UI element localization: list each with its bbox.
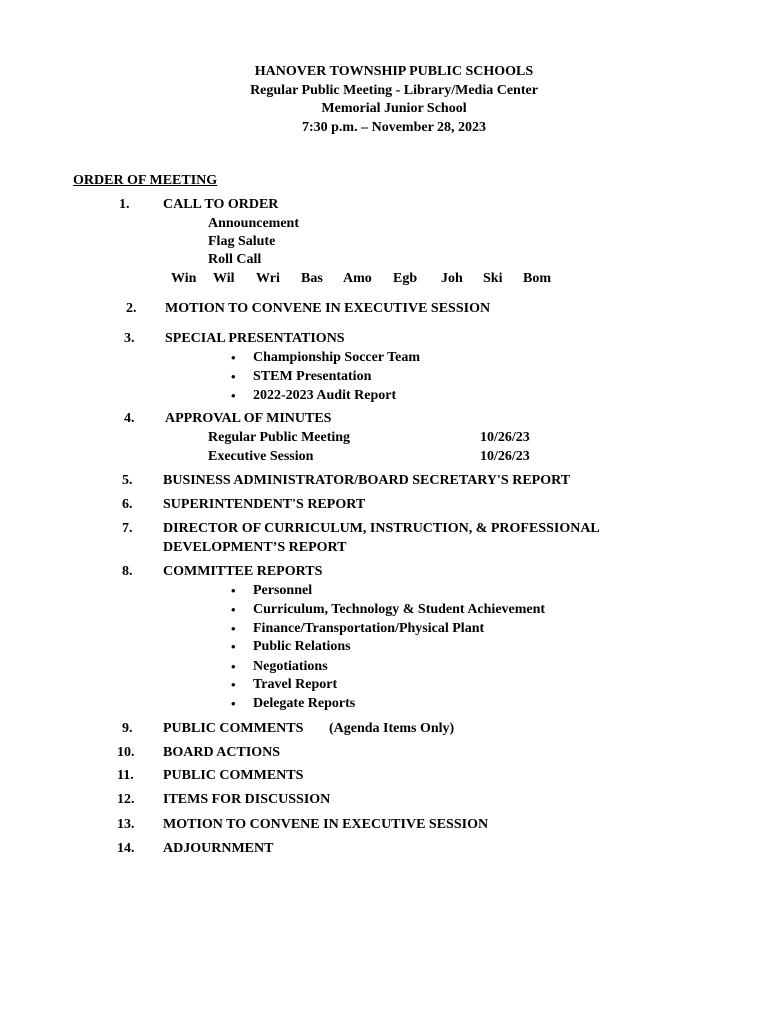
bullet-icon: • (231, 639, 236, 654)
meeting-type: Regular Public Meeting - Library/Media Center (250, 82, 538, 98)
minutes-date: 10/26/23 (480, 430, 530, 445)
presentation-item: • 2022-2023 Audit Report (231, 388, 397, 403)
item-title-director-report: DIRECTOR OF CURRICULUM, INSTRUCTION, & PROFESSIONAL (163, 521, 600, 536)
committee-item: • Travel Report (231, 677, 338, 692)
item-number: 4. (124, 411, 135, 426)
item-number: 7. (122, 521, 133, 536)
item-number: 11. (117, 768, 134, 783)
roll-name: Bas (301, 271, 323, 286)
bullet-icon: • (231, 621, 236, 636)
order-of-meeting-heading: ORDER OF MEETING (73, 173, 218, 188)
item-number: 2. (126, 301, 137, 316)
item-note-agenda-only: (Agenda Items Only) (329, 721, 455, 736)
item-number: 3. (124, 331, 135, 346)
bullet-icon: • (231, 583, 236, 598)
item-number: 5. (122, 473, 133, 488)
item-title-committee-reports: COMMITTEE REPORTS (163, 564, 323, 579)
item-title-board-actions: BOARD ACTIONS (163, 745, 281, 760)
item-number: 9. (122, 721, 133, 736)
committee-item: • Personnel (231, 583, 313, 598)
item-number: 10. (117, 745, 135, 760)
roll-name: Win (171, 271, 197, 286)
minutes-label: Executive Session (208, 449, 314, 464)
item-title-superintendent-report: SUPERINTENDENT'S REPORT (163, 497, 366, 512)
sub-item-flag-salute: Flag Salute (208, 234, 276, 249)
item-title-call-to-order: CALL TO ORDER (163, 197, 279, 212)
meeting-location: Memorial Junior School (321, 101, 467, 116)
minutes-label: Regular Public Meeting (208, 430, 351, 445)
roll-name: Ski (483, 271, 503, 286)
roll-name: Amo (343, 271, 372, 286)
bullet-icon: • (231, 602, 236, 617)
item-title-approval-of-minutes: APPROVAL OF MINUTES (165, 411, 332, 426)
item-title-business-admin-report: BUSINESS ADMINISTRATOR/BOARD SECRETARY'S REPORT (163, 473, 571, 488)
committee-item: • Curriculum, Technology & Student Achievement (231, 602, 546, 617)
bullet-icon: • (231, 369, 236, 384)
item-title-special-presentations: SPECIAL PRESENTATIONS (165, 331, 345, 346)
document-header (0, 63, 770, 137)
committee-item: • Negotiations (231, 659, 328, 674)
committee-item: • Finance/Transportation/Physical Plant (231, 621, 485, 636)
presentation-item: • Championship Soccer Team (231, 350, 420, 365)
minutes-date: 10/26/23 (480, 449, 530, 464)
presentation-item: • STEM Presentation (231, 369, 372, 384)
item-title-executive-session-2: MOTION TO CONVENE IN EXECUTIVE SESSION (163, 817, 489, 832)
item-title-public-comments-agenda: PUBLIC COMMENTS (163, 721, 304, 736)
item-number: 8. (122, 564, 133, 579)
item-title-adjournment: ADJOURNMENT (163, 841, 274, 856)
item-title-executive-session: MOTION TO CONVENE IN EXECUTIVE SESSION (165, 301, 491, 316)
sub-item-announcement: Announcement (208, 216, 300, 231)
meeting-datetime: 7:30 p.m. – November 28, 2023 (301, 119, 487, 135)
committee-item: • Delegate Reports (231, 696, 356, 711)
item-title-director-report-cont: DEVELOPMENT’S REPORT (163, 540, 347, 555)
committee-item: • Public Relations (231, 639, 351, 654)
bullet-icon: • (231, 696, 236, 711)
district-name: HANOVER TOWNSHIP PUBLIC SCHOOLS (254, 64, 534, 79)
roll-name: Joh (441, 271, 463, 286)
roll-name: Egb (393, 271, 418, 286)
item-title-items-for-discussion: ITEMS FOR DISCUSSION (163, 792, 331, 807)
item-title-public-comments: PUBLIC COMMENTS (163, 768, 304, 783)
item-number: 6. (122, 497, 133, 512)
bullet-icon: • (231, 350, 236, 365)
roll-name: Wri (256, 271, 280, 286)
item-number: 13. (117, 817, 135, 832)
roll-name: Wil (213, 271, 235, 286)
roll-name: Bom (523, 271, 551, 286)
bullet-icon: • (231, 677, 236, 692)
sub-item-roll-call: Roll Call (208, 252, 262, 267)
item-number: 14. (117, 841, 135, 856)
item-number: 12. (117, 792, 135, 807)
item-number: 1. (119, 197, 130, 212)
bullet-icon: • (231, 659, 236, 674)
bullet-icon: • (231, 388, 236, 403)
